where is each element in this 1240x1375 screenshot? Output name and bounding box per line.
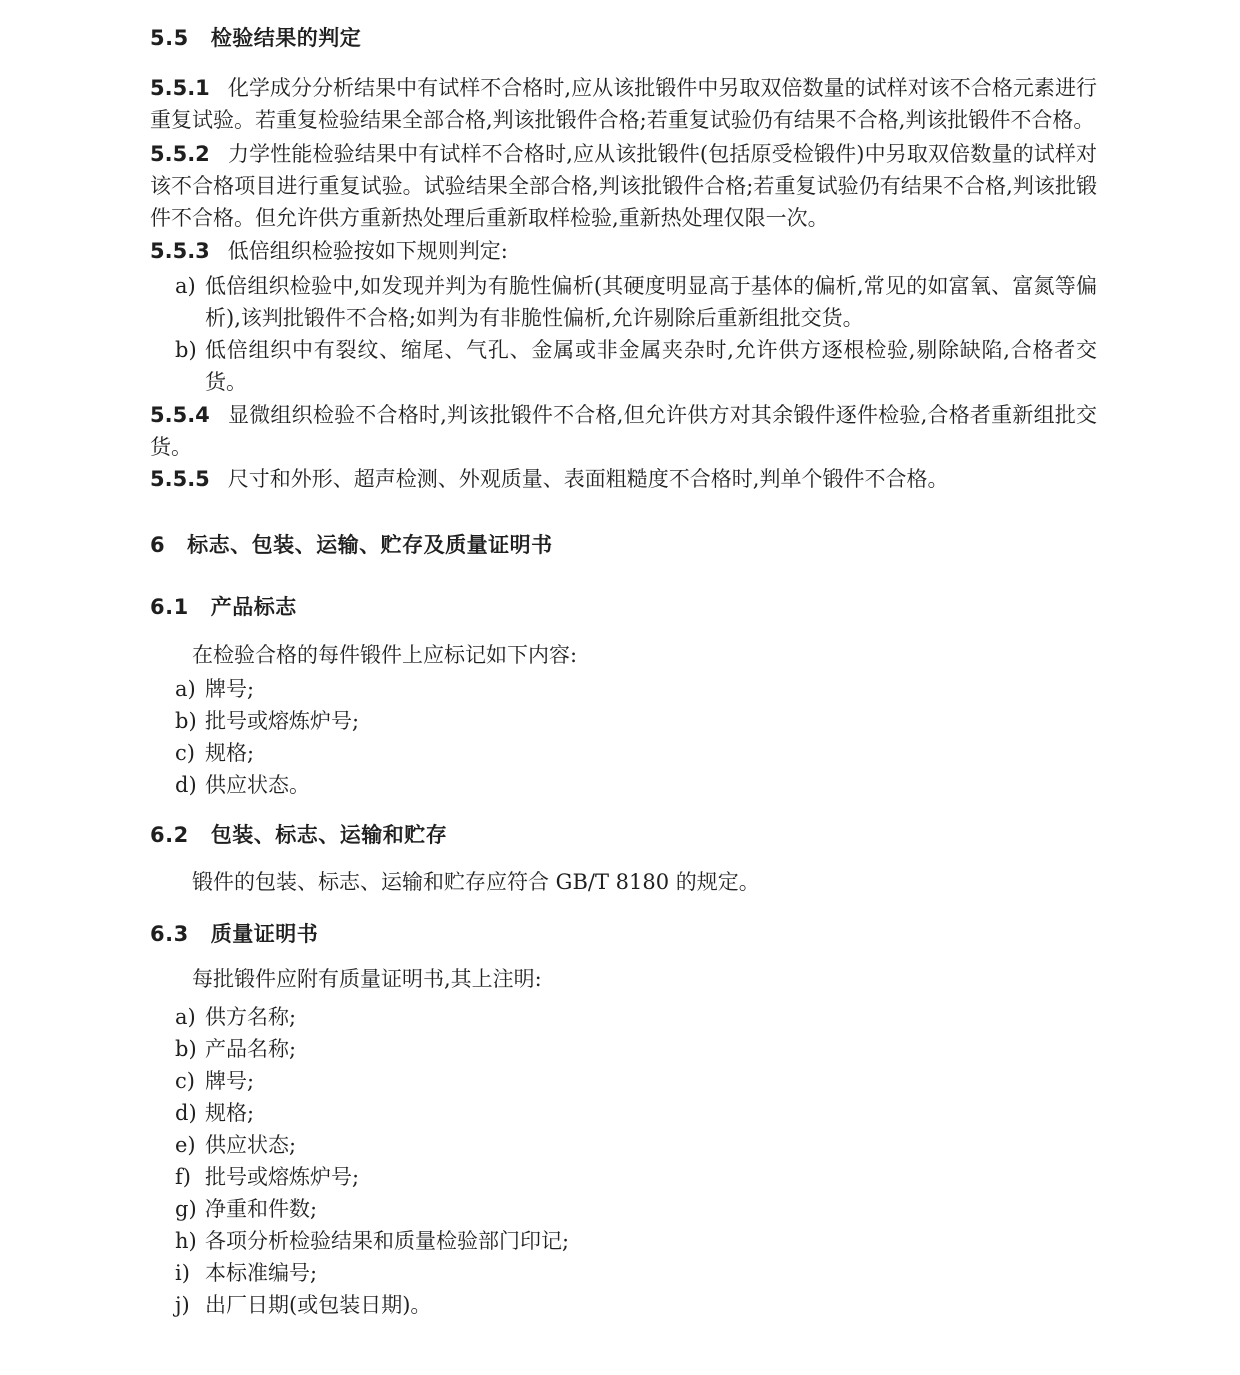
clause-5-5-1 [150, 72, 1097, 136]
clause-number: 6.3 [150, 922, 189, 946]
list-item-label: h) [175, 1229, 197, 1253]
clause-number: 5.5.4 [150, 403, 210, 427]
list-item-label: b) [175, 709, 197, 733]
list-item-label: g) [175, 1197, 197, 1221]
clause-number: 6.2 [150, 823, 189, 847]
clause-number: 5.5.2 [150, 142, 210, 166]
clause-5-5-3 [150, 235, 1097, 267]
list-item-label: c) [175, 741, 195, 765]
list-item [150, 705, 1097, 737]
clause-title: 标志、包装、运输、贮存及质量证明书 [187, 533, 553, 557]
list-item-label: c) [175, 1069, 195, 1093]
list-item-label: d) [175, 773, 197, 797]
clause-text: 化学成分分析结果中有试样不合格时,应从该批锻件中另取双倍数量的试样对该不合格元素进行重复试验。若重复检验结果全部合格,判该批锻件合格;若重复试验仍有结果不合格,判该批锻件不合格。 [150, 76, 1097, 132]
clause-heading-6-1 [150, 591, 1097, 623]
list-item-label: j) [175, 1293, 190, 1317]
list-item-text: 供方名称; [205, 1005, 297, 1029]
list-item-label: b) [175, 1037, 197, 1061]
clause-5-5-5 [150, 463, 1097, 495]
list-item-label: b) [175, 338, 197, 362]
list-item [150, 1225, 1097, 1257]
list-item [150, 1001, 1097, 1033]
list-item [150, 334, 1097, 398]
list-item-text: 各项分析检验结果和质量检验部门印记; [205, 1229, 570, 1253]
list-item-text: 牌号; [205, 677, 255, 701]
list-item [150, 1289, 1097, 1321]
clause-number: 6 [150, 533, 166, 557]
list-item [150, 1033, 1097, 1065]
list-item-label: a) [175, 1005, 196, 1029]
list-item [150, 737, 1097, 769]
list-item-label: a) [175, 274, 196, 298]
list-item-text: 供应状态。 [205, 773, 310, 797]
list-item [150, 1193, 1097, 1225]
clause-text: 低倍组织检验按如下规则判定: [227, 239, 508, 263]
list-item [150, 1129, 1097, 1161]
list-item-text: 产品名称; [205, 1037, 297, 1061]
list-item-text: 牌号; [205, 1069, 255, 1093]
list-item-label: f) [175, 1165, 191, 1189]
list-item-label: e) [175, 1133, 196, 1157]
list-item-text: 批号或熔炼炉号; [205, 709, 360, 733]
list-item [150, 1097, 1097, 1129]
clause-title: 产品标志 [210, 595, 297, 619]
clause-heading-6-3 [150, 918, 1097, 950]
list-item-text: 规格; [205, 1101, 255, 1125]
clause-text: 尺寸和外形、超声检测、外观质量、表面粗糙度不合格时,判单个锻件不合格。 [227, 467, 949, 491]
clause-heading-6 [150, 529, 1097, 561]
list-item-text: 出厂日期(或包装日期)。 [205, 1293, 432, 1317]
clause-text: 力学性能检验结果中有试样不合格时,应从该批锻件(包括原受检锻件)中另取双倍数量的试样对该不合格项目进行重复试验。试验结果全部合格,判该批锻件合格;若重复试验仍有结果不合格,判该批锻件不合格。但允许供方重新热处理后重新取样检验,重新热处理仅限一次。 [150, 142, 1097, 230]
clause-title: 检验结果的判定 [210, 26, 362, 50]
clause-heading-6-2 [150, 819, 1097, 851]
list-item-text: 规格; [205, 741, 255, 765]
clause-6-2-body: 锻件的包装、标志、运输和贮存应符合 GB/T 8180 的规定。 [192, 870, 760, 894]
clause-number: 5.5.1 [150, 76, 210, 100]
clause-heading-5-5 [150, 22, 1097, 54]
list-item-text: 低倍组织检验中,如发现并判为有脆性偏析(其硬度明显高于基体的偏析,常见的如富氧、富氮等偏析),该判批锻件不合格;如判为有非脆性偏析,允许剔除后重新组批交货。 [205, 274, 1097, 330]
list-item-label: d) [175, 1101, 197, 1125]
list-item [150, 1161, 1097, 1193]
list-item-label: i) [175, 1261, 190, 1285]
list-item [150, 769, 1097, 801]
clause-number: 5.5.5 [150, 467, 210, 491]
list-item-text: 低倍组织中有裂纹、缩尾、气孔、金属或非金属夹杂时,允许供方逐根检验,剔除缺陷,合格者交货。 [205, 338, 1097, 394]
clause-6-1-intro: 在检验合格的每件锻件上应标记如下内容: [192, 643, 578, 667]
clause-text: 显微组织检验不合格时,判该批锻件不合格,但允许供方对其余锻件逐件检验,合格者重新组批交货。 [150, 403, 1097, 459]
list-item [150, 270, 1097, 334]
list-item [150, 1065, 1097, 1097]
clause-title: 包装、标志、运输和贮存 [210, 823, 448, 847]
list-item [150, 673, 1097, 705]
clause-number: 5.5 [150, 26, 189, 50]
clause-5-5-2 [150, 138, 1097, 234]
list-item-text: 批号或熔炼炉号; [205, 1165, 360, 1189]
list-item-text: 净重和件数; [205, 1197, 318, 1221]
list-item-text: 本标准编号; [205, 1261, 318, 1285]
clause-5-5-4 [150, 399, 1097, 463]
clause-number: 6.1 [150, 595, 189, 619]
list-item-text: 供应状态; [205, 1133, 297, 1157]
clause-6-3-intro: 每批锻件应附有质量证明书,其上注明: [192, 967, 542, 991]
list-item-label: a) [175, 677, 196, 701]
list-item [150, 1257, 1097, 1289]
clause-title: 质量证明书 [210, 922, 319, 946]
clause-number: 5.5.3 [150, 239, 210, 263]
